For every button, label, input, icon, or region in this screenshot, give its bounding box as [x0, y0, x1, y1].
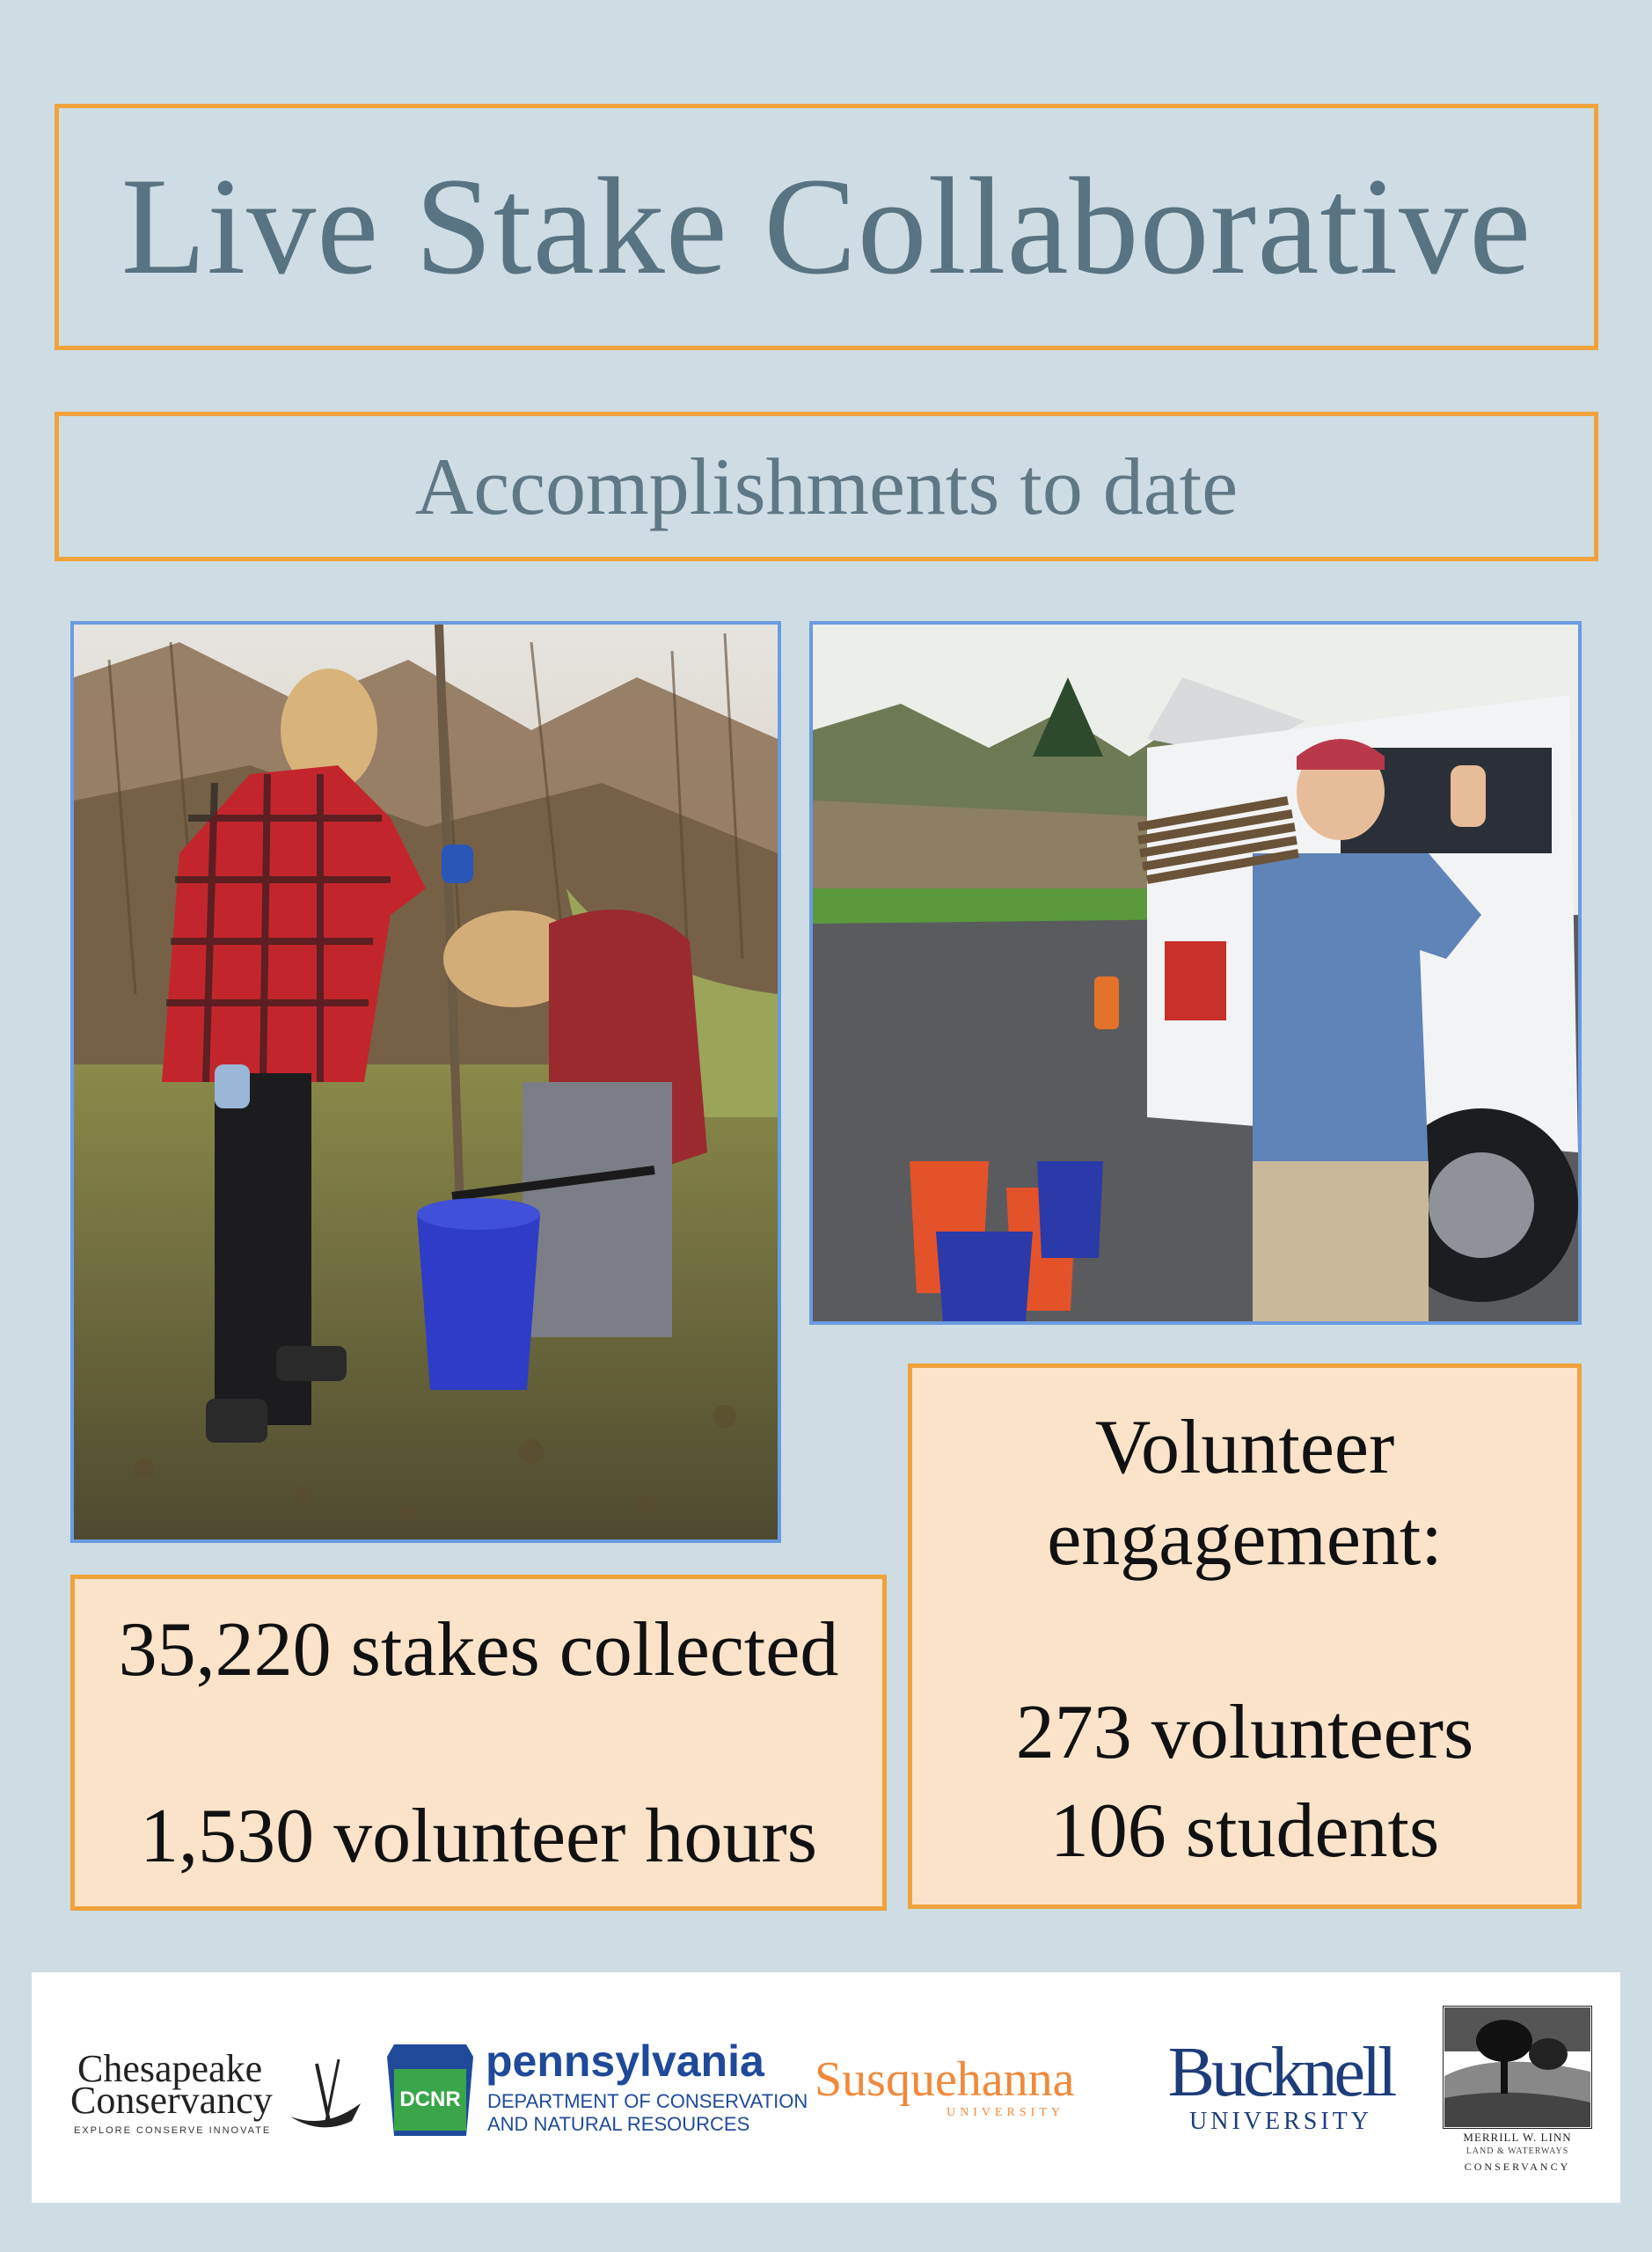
chesapeake-logo-line1: Chesapeake — [77, 2047, 263, 2090]
chesapeake-logo-line2: Conservancy — [70, 2079, 273, 2122]
stat-volunteers: 273 volunteers — [1015, 1690, 1474, 1775]
title-box — [55, 104, 1598, 350]
engagement-heading-line2: engagement: — [1047, 1496, 1443, 1582]
keystone-icon — [387, 2044, 473, 2136]
susquehanna-logo-name: Susquehanna — [815, 2052, 1075, 2107]
stats-volunteer-engagement — [908, 1364, 1582, 1909]
photo-illustration — [74, 625, 778, 1539]
page-subtitle: Accomplishments to date — [414, 442, 1239, 531]
tree-landscape-icon — [1443, 2006, 1592, 2129]
photo-volunteers-cutting-stakes — [70, 621, 781, 1543]
photo-volunteer-with-stake-bundle — [809, 621, 1582, 1325]
chesapeake-logo-tagline: EXPLORE CONSERVE INNOVATE — [74, 2125, 272, 2136]
page-title: Live Stake Collaborative — [121, 150, 1532, 303]
linn-logo-sub2: CONSERVANCY — [1464, 2161, 1571, 2173]
merrill-linn-conservancy-logo — [1443, 2006, 1592, 2182]
canoe-icon — [290, 2055, 361, 2134]
susquehanna-university-logo — [815, 2051, 1096, 2131]
susquehanna-logo-sub: UNIVERSITY — [947, 2106, 1064, 2119]
stat-stakes-collected: 35,220 stakes collected — [118, 1607, 839, 1693]
dcnr-logo-line1: DEPARTMENT OF CONSERVATION — [487, 2090, 808, 2112]
dcnr-badge-text: DCNR — [399, 2087, 461, 2111]
photo-illustration — [813, 625, 1578, 1321]
chesapeake-conservancy-logo — [70, 2046, 352, 2143]
stat-students: 106 students — [1049, 1788, 1440, 1874]
stats-stakes-and-hours — [70, 1575, 887, 1911]
subtitle-box — [55, 412, 1598, 561]
stat-volunteer-hours: 1,530 volunteer hours — [140, 1794, 817, 1879]
engagement-heading-line1: Volunteer — [1094, 1405, 1395, 1490]
bucknell-logo-sub: UNIVERSITY — [1189, 2108, 1372, 2135]
pa-dcnr-logo — [387, 2036, 808, 2145]
linn-logo-sub: LAND & WATERWAYS — [1466, 2146, 1569, 2156]
partner-logo-strip — [32, 1972, 1620, 2203]
dcnr-logo-line2: AND NATURAL RESOURCES — [487, 2113, 750, 2135]
bucknell-logo-name: Bucknell — [1167, 2034, 1394, 2111]
bucknell-university-logo — [1166, 2034, 1395, 2152]
dcnr-logo-name: pennsylvania — [486, 2036, 764, 2086]
linn-logo-name: MERRILL W. LINN — [1463, 2131, 1572, 2144]
